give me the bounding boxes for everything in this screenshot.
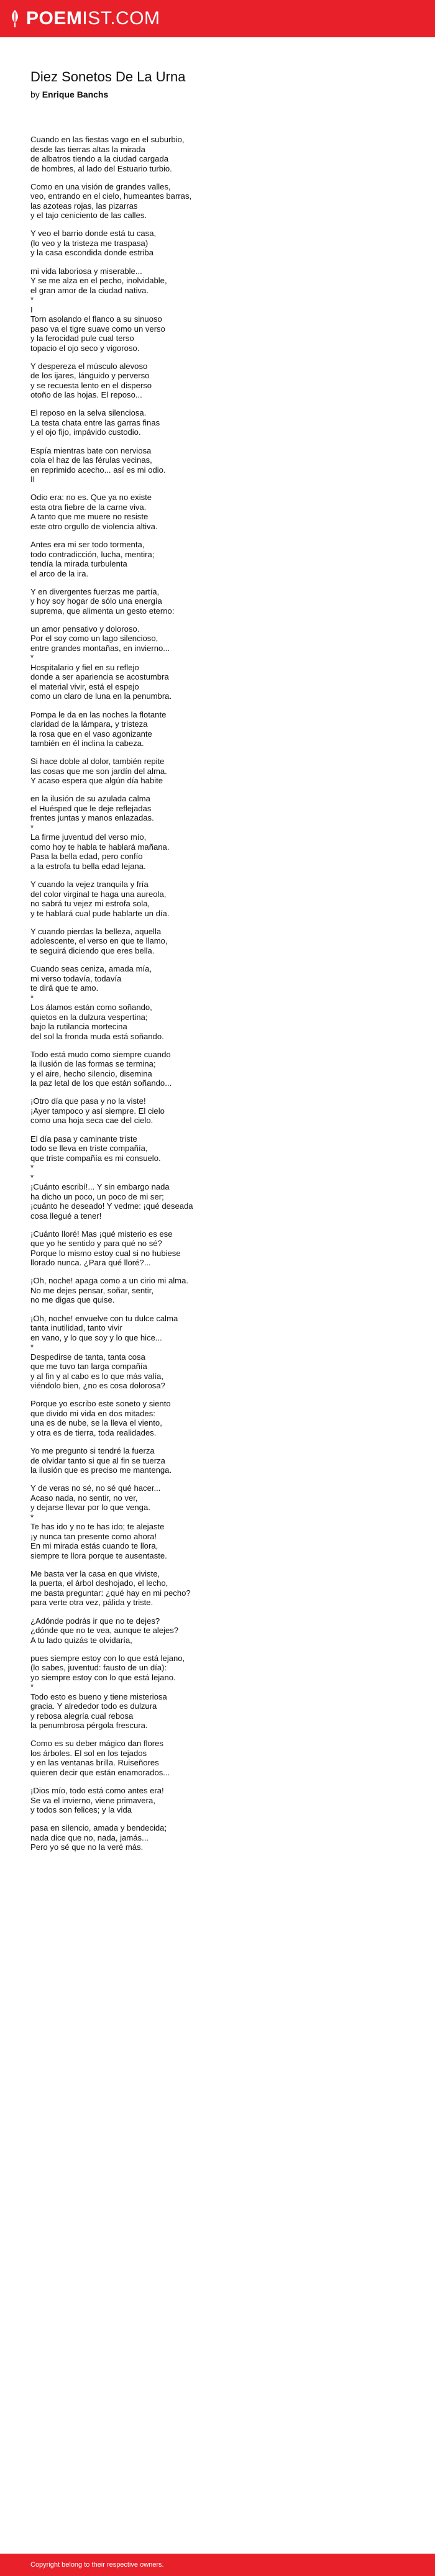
stanza xyxy=(30,964,410,1041)
poem-line: Y acaso espera que algún día habite xyxy=(30,776,163,786)
poem-line: del sol la fronda muda está soñando. xyxy=(30,1031,164,1041)
poem-line: quieren decir que están enamorados... xyxy=(30,1767,170,1777)
poem-line: suprema, que alimenta un gesto eterno: xyxy=(30,606,175,616)
poem-line: y todos son felices; y la vida xyxy=(30,1805,132,1815)
poem-line: la ilusión que es preciso me mantenga. xyxy=(30,1465,172,1475)
poem-line: El día pasa y caminante triste xyxy=(30,1134,137,1144)
poem-line: que triste compañía es mi consuelo. xyxy=(30,1153,161,1163)
poem-line: cola el haz de las férulas vecinas, xyxy=(30,455,152,465)
poem-line: y hoy soy hogar de sólo una energía xyxy=(30,596,162,606)
poem-line: * xyxy=(30,1163,34,1173)
poem-line: * xyxy=(30,1342,34,1352)
poem-line: y la ferocidad pule cual terso xyxy=(30,334,134,344)
poem-line: La testa chata entre las garras finas xyxy=(30,417,160,427)
poem-line: como una hoja seca cae del cielo. xyxy=(30,1116,153,1126)
poem-line: de los ijares, lánguido y perverso xyxy=(30,371,150,381)
poem-line: donde a ser apariencia se acostumbra xyxy=(30,672,169,682)
stanza xyxy=(30,587,410,616)
stanza xyxy=(30,1446,410,1475)
poem-line: de albatros tiendo a la ciudad cargada xyxy=(30,154,169,163)
byline-prefix: by xyxy=(30,89,40,99)
poem-header xyxy=(30,68,410,101)
poem-line: Los álamos están como soñando, xyxy=(30,1003,152,1012)
poem-line: Torn asolando el flanco a su sinuoso xyxy=(30,314,162,324)
poem-line: Pero yo sé que no la veré más. xyxy=(30,1842,144,1852)
poem-line: ¿dónde que no te vea, aunque te alejes? xyxy=(30,1626,179,1636)
poem-line: las azoteas rojas, las pizarras xyxy=(30,201,138,211)
poem-line: en reprimido acecho... así es mi odio. xyxy=(30,465,166,475)
stanza xyxy=(30,1399,410,1437)
poem-line: adolescente, el verso en que te llamo, xyxy=(30,936,168,946)
byline xyxy=(30,88,410,101)
poem-line: te seguirá diciendo que eres bella. xyxy=(30,945,155,955)
poem-line: no sabrá tu vejez mi estrofa sola, xyxy=(30,899,150,909)
stanza xyxy=(30,362,410,400)
poem-line: Me basta ver la casa en que viviste, xyxy=(30,1568,160,1578)
stanza xyxy=(30,408,410,437)
poem-line: otoño de las hojas. El reposo... xyxy=(30,390,142,400)
poem-line: Como es su deber mágico dan flores xyxy=(30,1739,163,1749)
poem-line: y al fin y al cabo es lo que más valía, xyxy=(30,1371,163,1381)
poem-line: y otra es de tierra, toda realidades. xyxy=(30,1427,157,1437)
poem-line: Acaso nada, no sentir, no ver, xyxy=(30,1493,138,1503)
poem-line: y la casa escondida donde estriba xyxy=(30,248,153,258)
poem-line: Y de veras no sé, no sé qué hacer... xyxy=(30,1483,161,1493)
poem-line: Y despereza el músculo alevoso xyxy=(30,361,148,371)
poem-line: Porque lo mismo estoy cual si no hubiese xyxy=(30,1248,181,1258)
poem-line: que me tuvo tan larga compañía xyxy=(30,1362,147,1372)
poem-line: nada dice que no, nada, jamás... xyxy=(30,1832,149,1842)
poem-line: Te has ido y no te has ido; te alejaste xyxy=(30,1522,165,1532)
poem-line: ha dicho un poco, un poco de mi ser; xyxy=(30,1191,164,1201)
poem-line: y en las ventanas brilla. Ruiseñores xyxy=(30,1758,159,1768)
poem-line: pues siempre estoy con lo que está lejano, xyxy=(30,1653,185,1663)
poem-line: esta otra fiebre de la carne viva. xyxy=(30,502,147,512)
copyright-notice: Copyright belong to their respective owners. xyxy=(30,2561,164,2569)
poem-line: claridad de la lámpara, y tristeza xyxy=(30,719,148,729)
stanza xyxy=(30,1616,410,1645)
poem-line: en vano, y lo que soy y lo que hice... xyxy=(30,1332,162,1342)
poem-line: Todo esto es bueno y tiene misteriosa xyxy=(30,1691,167,1701)
poem-line: En mi mirada estás cuando te llora, xyxy=(30,1541,158,1551)
stanza xyxy=(30,624,410,701)
poem-line: ¡Oh, noche! envuelve con tu dulce calma xyxy=(30,1313,178,1323)
site-header xyxy=(0,0,435,37)
stanza xyxy=(30,1786,410,1815)
poem-line: como un claro de luna en la penumbra. xyxy=(30,691,172,701)
stanza xyxy=(30,135,410,173)
poem-line: que divido mi vida en dos mitades: xyxy=(30,1408,155,1418)
poem-line: Cuando en las fiestas vago en el suburbio, xyxy=(30,135,185,144)
poem-line: me basta preguntar: ¿qué hay en mi pecho? xyxy=(30,1588,191,1598)
poem-line: A tu lado quizás te olvidaría, xyxy=(30,1635,132,1645)
poem-line: Pasa la bella edad, pero confío xyxy=(30,852,143,862)
poem-line: y el tajo ceniciento de las calles. xyxy=(30,211,147,221)
stanza xyxy=(30,229,410,258)
poem-line: ¡Dios mío, todo está como antes era! xyxy=(30,1786,164,1796)
quill-pen-icon xyxy=(9,9,21,28)
stanza xyxy=(30,1276,410,1305)
poem-line: la penumbrosa pérgola frescura. xyxy=(30,1721,148,1731)
poem-line: las cosas que me son jardín del alma. xyxy=(30,766,167,776)
poem-line: el arco de la ira. xyxy=(30,568,89,578)
poem-line: * xyxy=(30,1172,34,1182)
poem-line: desde las tierras altas la mirada xyxy=(30,144,145,154)
poem-line: y rebosa alegría cual rebosa xyxy=(30,1711,134,1721)
poem-title: Diez Sonetos De La Urna xyxy=(30,69,186,84)
stanza xyxy=(30,1096,410,1126)
site-name: POEMIST.COM xyxy=(26,8,160,29)
poem-line: Yo me pregunto si tendré la fuerza xyxy=(30,1446,155,1455)
poem-line: Y en divergentes fuerzas me partía, xyxy=(30,586,160,596)
poem-line: Por el soy como un lago silencioso, xyxy=(30,634,158,644)
stanza xyxy=(30,1314,410,1391)
poem-line: Cuando seas ceniza, amada mía, xyxy=(30,964,152,973)
poem-line: Y cuando la vejez tranquila y fría xyxy=(30,880,149,890)
poem-line: II xyxy=(30,475,35,485)
poem-line: Antes era mi ser todo tormenta, xyxy=(30,540,145,549)
poem-line: I xyxy=(30,304,33,314)
poem-line: Y veo el barrio donde está tu casa, xyxy=(30,229,157,239)
poem-line: el Huésped que le deje reflejadas xyxy=(30,803,152,813)
poem-line: La firme juventud del verso mío, xyxy=(30,832,147,842)
poem-line: * xyxy=(30,1512,34,1522)
poem-line: viéndolo bien, ¿no es cosa dolorosa? xyxy=(30,1381,165,1391)
poem-line: Se va el invierno, viene primavera, xyxy=(30,1795,155,1805)
poem-line: Despedirse de tanta, tanta cosa xyxy=(30,1352,145,1362)
poem-line: * xyxy=(30,1682,34,1692)
poem-line: paso va el tigre suave como un verso xyxy=(30,324,165,334)
poem-line: este otro orgullo de violencia altiva. xyxy=(30,521,158,531)
stanza xyxy=(30,446,410,485)
poem-line: (lo veo y la tristeza me traspasa) xyxy=(30,238,149,248)
poem-line: Todo está mudo como siempre cuando xyxy=(30,1049,171,1059)
poem-line: de olvidar tanto si que al fin se tuerza xyxy=(30,1455,165,1465)
poem-line: ¡Oh, noche! apaga como a un cirio mi alma. xyxy=(30,1276,188,1286)
poem-line: y te hablará cual pude hablarte un día. xyxy=(30,908,170,918)
poem-line: veo, entrando en el cielo, humeantes barras, xyxy=(30,191,192,201)
poem-line: de hombres, al lado del Estuario turbio. xyxy=(30,163,172,173)
poem-line: y el aire, hecho silencio, disemina xyxy=(30,1068,152,1078)
poem-line: Y cuando pierdas la belleza, aquella xyxy=(30,926,162,936)
stanza xyxy=(30,1050,410,1088)
poem-line: * xyxy=(30,822,34,832)
poem-line: ¡cuánto he deseado! Y vedme: ¡qué deseada xyxy=(30,1201,193,1211)
poem-line: que yo he sentido y para qué no sé? xyxy=(30,1239,162,1249)
poem-line: y el ojo fijo, impávido custodio. xyxy=(30,427,141,437)
poem-line: ¡Otro día que pasa y no la viste! xyxy=(30,1096,146,1106)
poem-line: todo se lleva en triste compañía, xyxy=(30,1144,148,1154)
stanza xyxy=(30,540,410,578)
poem-line: ¡Ayer tampoco y así siempre. El cielo xyxy=(30,1106,165,1116)
poem-line: la ilusión de las formas se termina; xyxy=(30,1059,156,1069)
stanza xyxy=(30,1823,410,1852)
poem-line: * xyxy=(30,295,34,305)
poem-line: * xyxy=(30,993,34,1003)
poem-line: pasa en silencio, amada y bendecida; xyxy=(30,1823,167,1833)
poem-line: * xyxy=(30,653,34,663)
poem-line: mi vida laboriosa y miserable... xyxy=(30,266,142,276)
poem-body xyxy=(30,135,410,1861)
poem-line: también en él inclina la cabeza. xyxy=(30,739,144,749)
poem-line: como hoy te habla te hablará mañana. xyxy=(30,842,170,852)
poem-line: un amor pensativo y doloroso. xyxy=(30,624,140,634)
stanza xyxy=(30,1483,410,1560)
poem-line: los árboles. El sol en los tejados xyxy=(30,1748,147,1758)
poem-line: una es de nube, se la lleva el viento, xyxy=(30,1418,162,1428)
poem-line: tanta inutilidad, tanto vivir xyxy=(30,1323,122,1333)
stanza xyxy=(30,1134,410,1221)
poem-line: cosa llegué a tener! xyxy=(30,1211,102,1221)
poem-line: la rosa que en el vaso agonizante xyxy=(30,729,152,739)
stanza xyxy=(30,182,410,221)
poem-line: la paz letal de los que están soñando... xyxy=(30,1078,172,1088)
poem-line: quietos en la dulzura vespertina; xyxy=(30,1012,148,1022)
poem-line: No me dejes pensar, soñar, sentir, xyxy=(30,1285,153,1295)
author-name[interactable]: Enrique Banchs xyxy=(42,89,109,99)
poem-line: ¡Cuánto escribí!... Y sin embargo nada xyxy=(30,1182,170,1192)
poem-line: tendía la mirada turbulenta xyxy=(30,559,127,568)
site-logo[interactable] xyxy=(9,8,160,29)
poem-line: Como en una visión de grandes valles, xyxy=(30,181,171,191)
stanza xyxy=(30,1569,410,1608)
poem-line: no me digas que quise. xyxy=(30,1295,115,1305)
poem-line: y se recuesta lento en el disperso xyxy=(30,380,152,390)
poem-line: gracia. Y alrededor todo es dulzura xyxy=(30,1701,157,1711)
stanza xyxy=(30,266,410,353)
stanza xyxy=(30,493,410,531)
poem-line: Si hace doble al dolor, también repite xyxy=(30,757,165,767)
site-footer xyxy=(0,2554,435,2576)
poem-line: siempre te llora porque te ausentaste. xyxy=(30,1550,167,1560)
stanza xyxy=(30,1654,410,1731)
poem-line: bajo la rutilancia mortecina xyxy=(30,1022,127,1031)
poem-line: Pompa le da en las noches la flotante xyxy=(30,709,167,719)
poem-line: del color virginal te haga una aureola, xyxy=(30,889,167,899)
poem-line: topacio el ojo seco y vigoroso. xyxy=(30,343,140,353)
stanza xyxy=(30,1229,410,1268)
poem-line: todo contradicción, lucha, mentira; xyxy=(30,549,155,559)
stanza xyxy=(30,757,410,786)
poem-line: en la ilusión de su azulada calma xyxy=(30,794,150,804)
poem-line: ¡y nunca tan presente como ahora! xyxy=(30,1531,157,1541)
poem-line: te dirá que te amo. xyxy=(30,983,99,993)
poem-line: ¡Cuánto lloré! Mas ¡qué misterio es ese xyxy=(30,1229,173,1239)
poem-line: El reposo en la selva silenciosa. xyxy=(30,408,147,418)
poem-line: Porque yo escribo este soneto y siento xyxy=(30,1399,171,1409)
poem-line: Odio era: no es. Que ya no existe xyxy=(30,493,152,503)
poem-line: a la estrofa tu bella edad lejana. xyxy=(30,861,146,871)
poem-line: para verte otra vez, pálida y triste. xyxy=(30,1598,153,1608)
poem-line: Espía mientras bate con nerviosa xyxy=(30,445,152,455)
poem-line: entre grandes montañas, en invierno... xyxy=(30,643,170,653)
stanza xyxy=(30,927,410,956)
stanza xyxy=(30,880,410,918)
poem-line: el gran amor de la ciudad nativa. xyxy=(30,285,149,295)
poem-line: el material vivir, está el espejo xyxy=(30,681,139,691)
stanza xyxy=(30,1739,410,1777)
poem-line: Hospitalario y fiel en su reflejo xyxy=(30,662,139,672)
poem-line: la puerta, el árbol deshojado, el lecho, xyxy=(30,1578,168,1588)
poem-line: Y se me alza en el pecho, inolvidable, xyxy=(30,276,167,286)
poem-line: (lo sabes, juventud: fausto de un día): xyxy=(30,1663,167,1673)
poem-line: A tanto que me muere no resiste xyxy=(30,512,149,522)
stanza xyxy=(30,710,410,749)
poem-line: ¿Adónde podrás ir que no te dejes? xyxy=(30,1616,160,1626)
poem-line: y dejarse llevar por lo que venga. xyxy=(30,1503,150,1513)
poem-line: frentes juntas y manos enlazadas. xyxy=(30,813,154,823)
stanza xyxy=(30,794,410,871)
poem-line: mi verso todavía, todavía xyxy=(30,973,122,983)
poem-line: yo siempre estoy con lo que está lejano. xyxy=(30,1672,176,1682)
poem-line: llorado nunca. ¿Para qué lloré?... xyxy=(30,1258,151,1268)
